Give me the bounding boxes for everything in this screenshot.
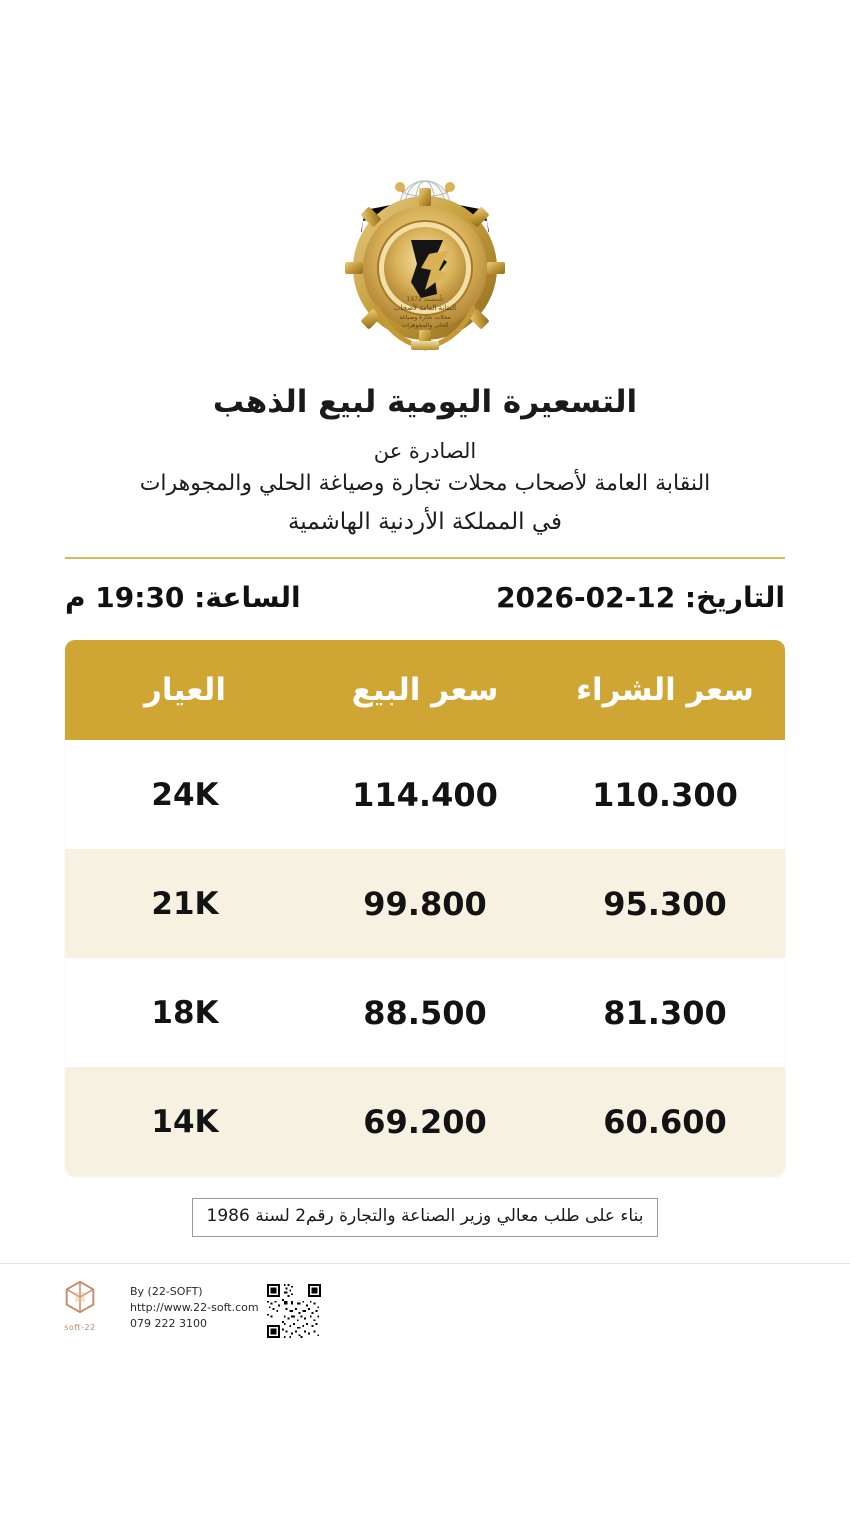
svg-text:محلات تجارة وصياغة: محلات تجارة وصياغة [399,314,451,321]
gold-price-table [65,640,785,1176]
cell-karat: 24K [151,776,219,813]
credit-website: http://www.22-soft.com [130,1300,259,1314]
table-body [65,740,785,1176]
cell-karat: 21K [151,885,219,922]
union-emblem-logo [325,158,525,373]
table-row [65,958,785,1067]
cell-karat: 18K [151,994,219,1031]
credit-by: By (22-SOFT) [130,1284,203,1298]
brand-logo [50,1278,110,1332]
developer-credits [130,1284,321,1338]
emblem-icon [325,158,525,373]
table-row [65,849,785,958]
column-header-sell: سعر البيع [351,672,499,709]
issuer-prefix: الصادرة عن [373,438,477,463]
issuer-name: النقابة العامة لأصحاب محلات تجارة وصياغة الحلي والمجوهرات [139,471,711,497]
cell-buy: 81.300 [603,993,727,1032]
legal-note: بناء على طلب معالي وزير الصناعة والتجارة رقم2 لسنة 1986 [192,1198,659,1236]
cell-sell: 99.800 [363,884,487,923]
gold-divider [65,557,785,559]
date-time-row [65,581,785,614]
cell-sell: 114.400 [352,775,498,814]
table-row [65,1067,785,1176]
brand-label: 22-soft [64,1322,96,1332]
svg-text:النقابة العامة لأصحاب: النقابة العامة لأصحاب [393,304,457,312]
cell-buy: 60.600 [603,1102,727,1141]
svg-text:تأسست 1972: تأسست 1972 [406,296,444,303]
table-row [65,740,785,849]
date-value: التاريخ: 12-02-2026 [496,581,785,615]
column-header-buy: سعر الشراء [576,672,754,709]
cell-sell: 88.500 [363,993,487,1032]
time-value: الساعة: 19:30 م [65,581,301,615]
credit-text-block [130,1284,259,1332]
table-header-row [65,640,785,740]
qr-code-icon [267,1284,321,1338]
cell-buy: 110.300 [592,775,738,814]
cell-karat: 14K [151,1103,219,1140]
column-header-karat: العيار [144,672,226,709]
svg-text:الحلي والمجوهرات: الحلي والمجوهرات [401,322,449,329]
country-line: في المملكة الأردنية الهاشمية [287,509,563,536]
page-title: التسعيرة اليومية لبيع الذهب [212,384,638,420]
cube-icon [61,1278,99,1316]
cell-buy: 95.300 [603,884,727,923]
cell-sell: 69.200 [363,1102,487,1141]
credit-phone: 079 222 3100 [130,1316,207,1330]
footer [0,1264,850,1374]
